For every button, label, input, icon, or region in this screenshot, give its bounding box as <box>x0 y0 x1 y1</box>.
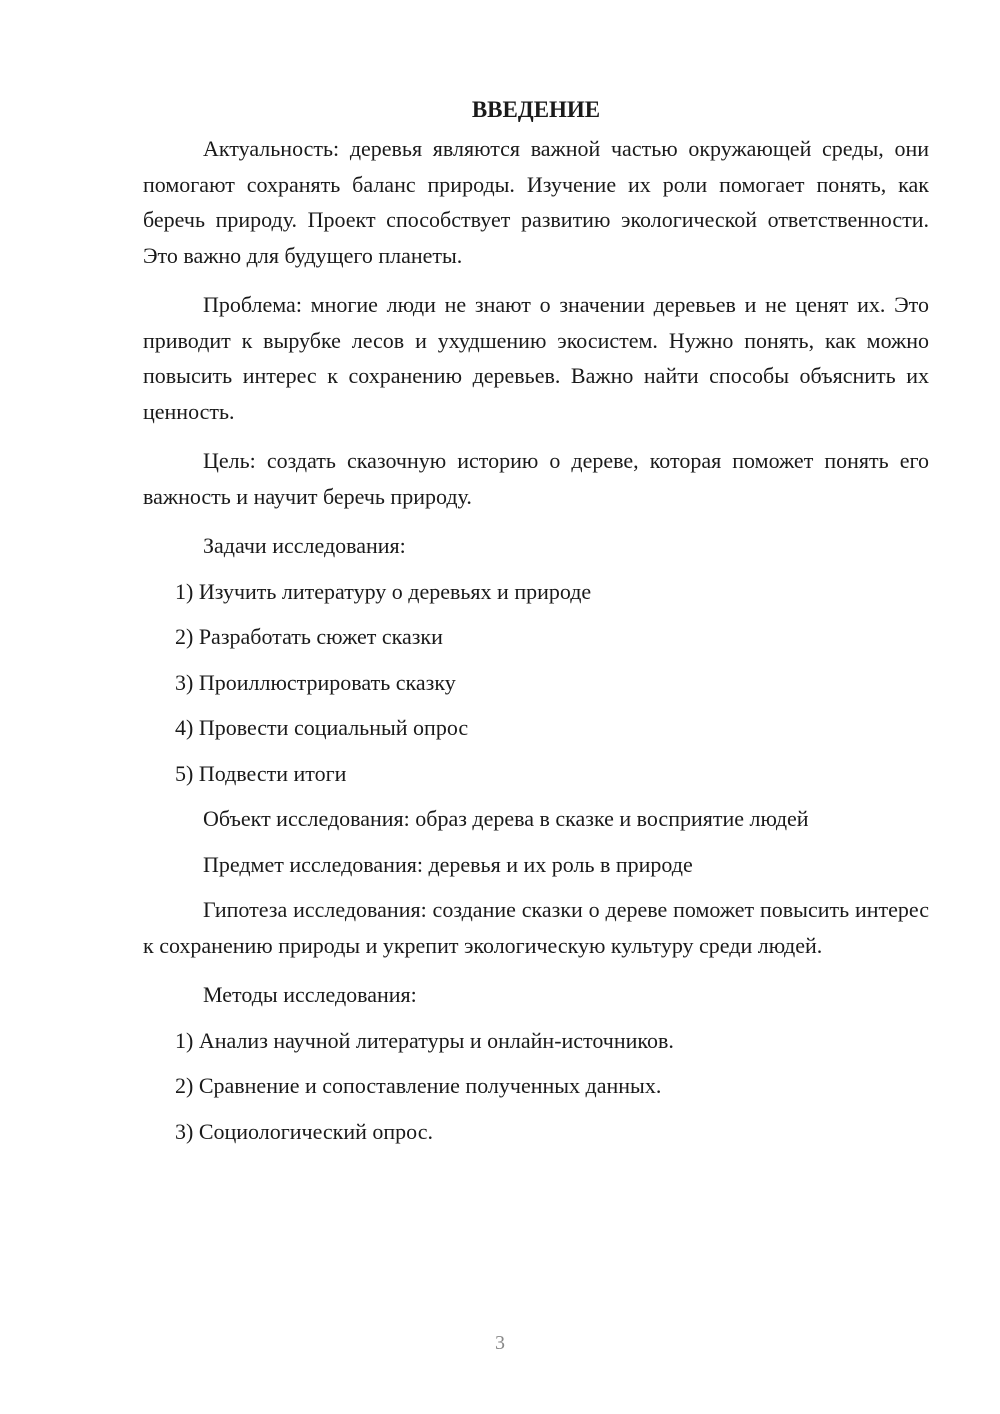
document-page <box>143 92 929 1159</box>
list-item: 2) Разработать сюжет сказки <box>175 624 443 649</box>
list-item: 5) Подвести итоги <box>175 760 347 786</box>
subject-line: Предмет исследования: деревья и их роль в природе <box>203 851 693 877</box>
tasks-list <box>143 574 929 792</box>
list-item: 4) Провести социальный опрос <box>175 715 469 740</box>
goal-paragraph: Цель: создать сказочную историю о дереве, которая поможет понять его важность и научит беречь природу. <box>143 448 929 509</box>
methods-list <box>143 1023 929 1150</box>
object-line: Объект исследования: образ дерева в сказке и восприятие людей <box>203 806 809 831</box>
page-title: ВВЕДЕНИЕ <box>471 97 601 122</box>
methods-heading: Методы исследования: <box>203 982 417 1007</box>
relevance-paragraph: Актуальность: деревья являются важной частью окружающей среды, они помогают сохранять баланс природы. Изучение их роли помогает понять, как беречь природу. Проект способствует развитию экологической ответственности. Это важно для будущего планеты. <box>143 136 929 268</box>
list-item: 1) Изучить литературу о деревьях и природе <box>175 578 592 604</box>
list-item: 3) Проиллюстрировать сказку <box>175 669 456 695</box>
hypothesis-paragraph: Гипотеза исследования: создание сказки о дереве поможет повысить интерес к сохранению природы и укрепит экологическую культуру среди людей. <box>143 897 929 958</box>
list-item: 3) Социологический опрос. <box>175 1118 433 1144</box>
problem-paragraph: Проблема: многие люди не знают о значении деревьев и не ценят их. Это приводит к вырубке лесов и ухудшению экосистем. Нужно понять, как можно повысить интерес к сохранению деревьев. Важно найти способы объяснить их ценность. <box>143 292 929 424</box>
list-item: 2) Сравнение и сопоставление полученных данных. <box>175 1073 662 1098</box>
tasks-heading: Задачи исследования: <box>203 533 406 558</box>
list-item: 1) Анализ научной литературы и онлайн-источников. <box>175 1027 674 1053</box>
page-number: 3 <box>495 1332 505 1354</box>
